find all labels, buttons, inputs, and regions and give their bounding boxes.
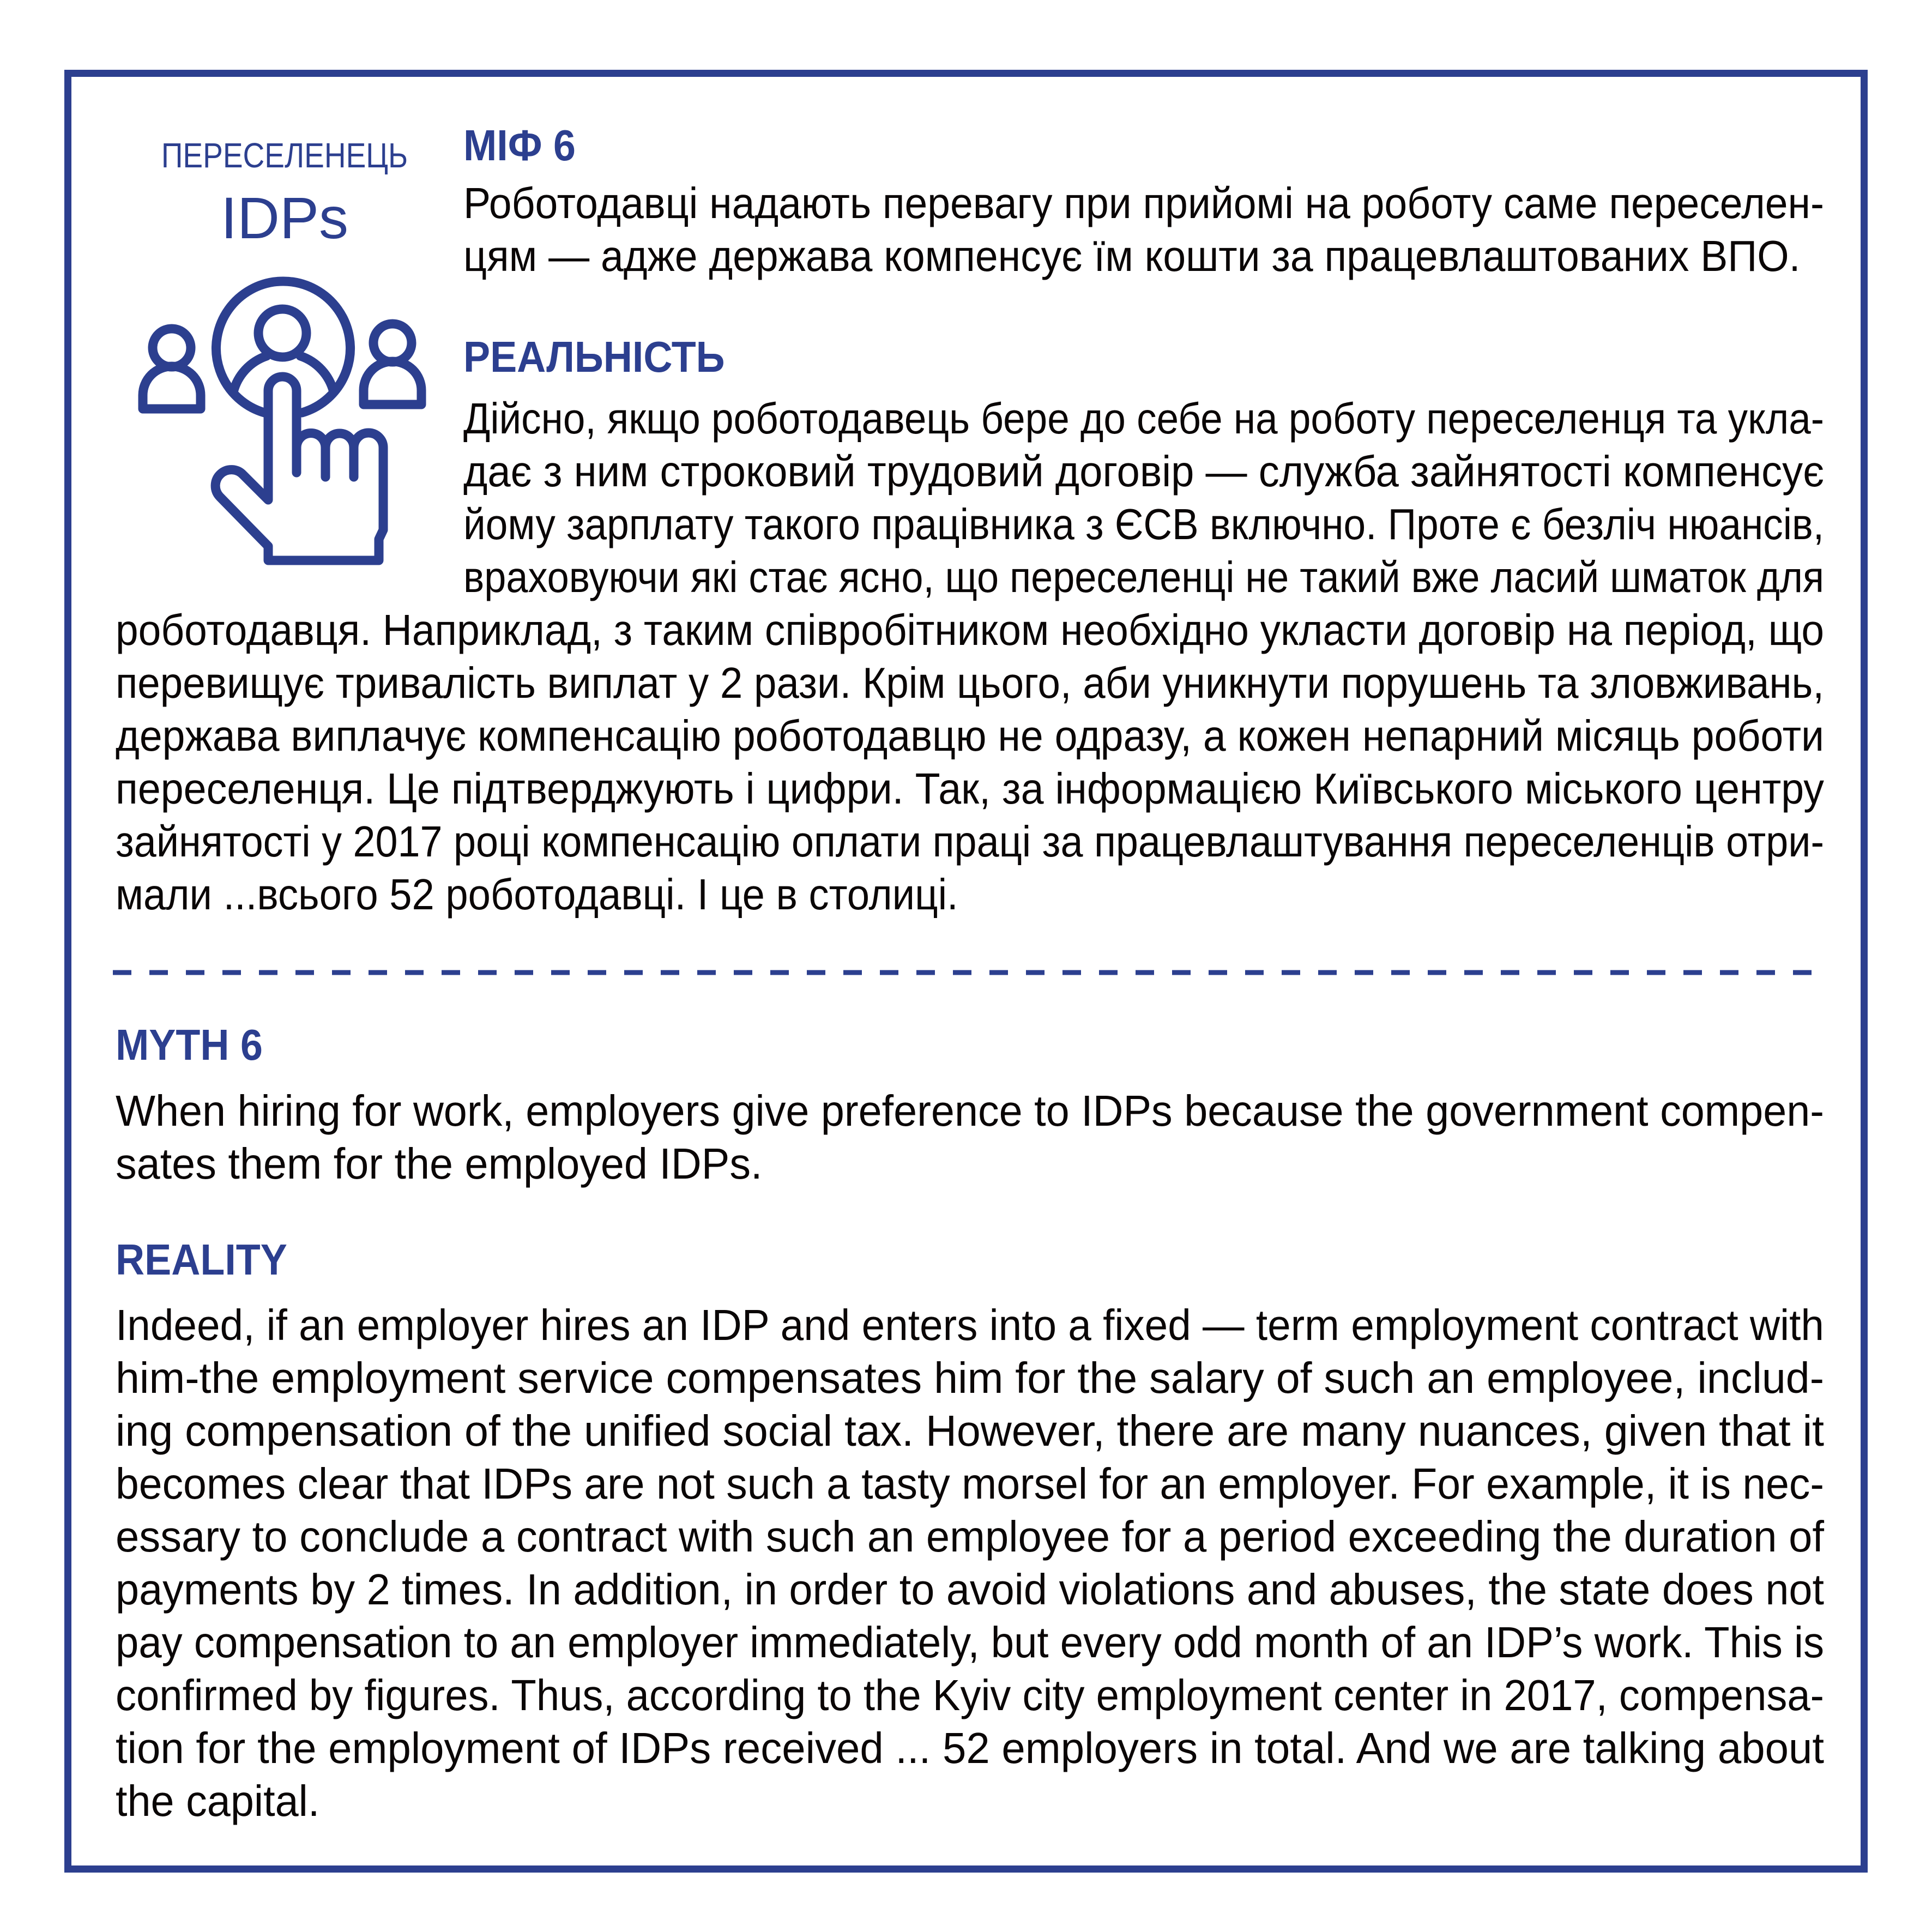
text-line: sates them for the employed IDPs. xyxy=(116,1139,763,1188)
text-line: pay compensation to an employer immediately, but every odd month of an IDP’s work. This is xyxy=(116,1618,1824,1667)
text-line: essary to conclude a contract with such an employee for a period exceeding the duration of xyxy=(116,1512,1824,1561)
text-line: Роботодавці надають перевагу при прийомі на роботу саме переселен- xyxy=(463,179,1824,227)
text-line: зайнятості у 2017 році компенсацію оплати праці за працевлаштування переселенців отри- xyxy=(116,817,1824,866)
right-person-icon xyxy=(364,324,421,404)
reality-heading-en: REALITY xyxy=(116,1235,287,1284)
text-line: confirmed by figures. Thus, according to the Kyiv city employment center in 2017, compensa- xyxy=(116,1671,1824,1719)
text-line: дає з ним строковий трудовий договір — служба зайнятості компенсує xyxy=(463,447,1824,496)
badge-top-label: ПЕРЕСЕЛЕНЕЦЬ xyxy=(161,136,408,175)
badge-title: IDPs xyxy=(220,185,349,251)
text-line: йому зарплату такого працівника з ЄСВ включно. Проте є безліч нюансів, xyxy=(463,500,1824,548)
text-line: перевищує тривалість виплат у 2 рази. Крім цього, аби уникнути порушень та зловживань, xyxy=(116,659,1824,707)
myth-heading-uk: МІФ 6 xyxy=(463,121,576,170)
text-line: payments by 2 times. In addition, in order to avoid violations and abuses, the state does not xyxy=(116,1565,1824,1614)
text-line: ing compensation of the unified social tax. However, there are many nuances, given that it xyxy=(116,1406,1824,1455)
text-line: tion for the employment of IDPs received ... 52 employers in total. And we are talking about xyxy=(116,1724,1824,1772)
text-line: держава виплачує компенсацію роботодавцю не одразу, а кожен непарний місяць роботи xyxy=(116,711,1824,760)
center-person-head-icon xyxy=(258,309,306,357)
text-line: the capital. xyxy=(116,1777,320,1825)
text-line: When hiring for work, employers give preference to IDPs because the government compen- xyxy=(116,1086,1824,1135)
text-line: враховуючи які стає ясно, що переселенці не такий вже ласий шматок для xyxy=(463,553,1824,601)
text-line: him-the employment service compensates him for the salary of such an employee, includ- xyxy=(116,1354,1824,1402)
text-line: becomes clear that IDPs are not such a tasty morsel for an employer. For example, it is nec- xyxy=(116,1459,1824,1508)
hand-pointing-at-person-in-group-icon xyxy=(131,262,436,567)
text-line: Дійсно, якщо роботодавець бере до себе на роботу переселенця та укла- xyxy=(463,394,1824,443)
dashed-separator xyxy=(113,970,1825,975)
text-line: мали ...всього 52 роботодавці. І це в столиці. xyxy=(116,870,958,919)
left-person-icon xyxy=(143,329,201,409)
myth-heading-en: MYTH 6 xyxy=(116,1021,263,1069)
text-line: переселенця. Це підтверджують і цифри. Так, за інформацією Київського міського центру xyxy=(116,764,1824,813)
text-line: Indeed, if an employer hires an IDP and enters into a fixed — term employment contract with xyxy=(116,1301,1824,1349)
text-line: роботодавця. Наприклад, з таким співробітником необхідно укласти договір на період, що xyxy=(116,606,1824,654)
reality-heading-uk: РЕАЛЬНІСТЬ xyxy=(463,333,725,381)
text-line: цям — адже держава компенсує їм кошти за працевлаштованих ВПО. xyxy=(463,232,1801,280)
